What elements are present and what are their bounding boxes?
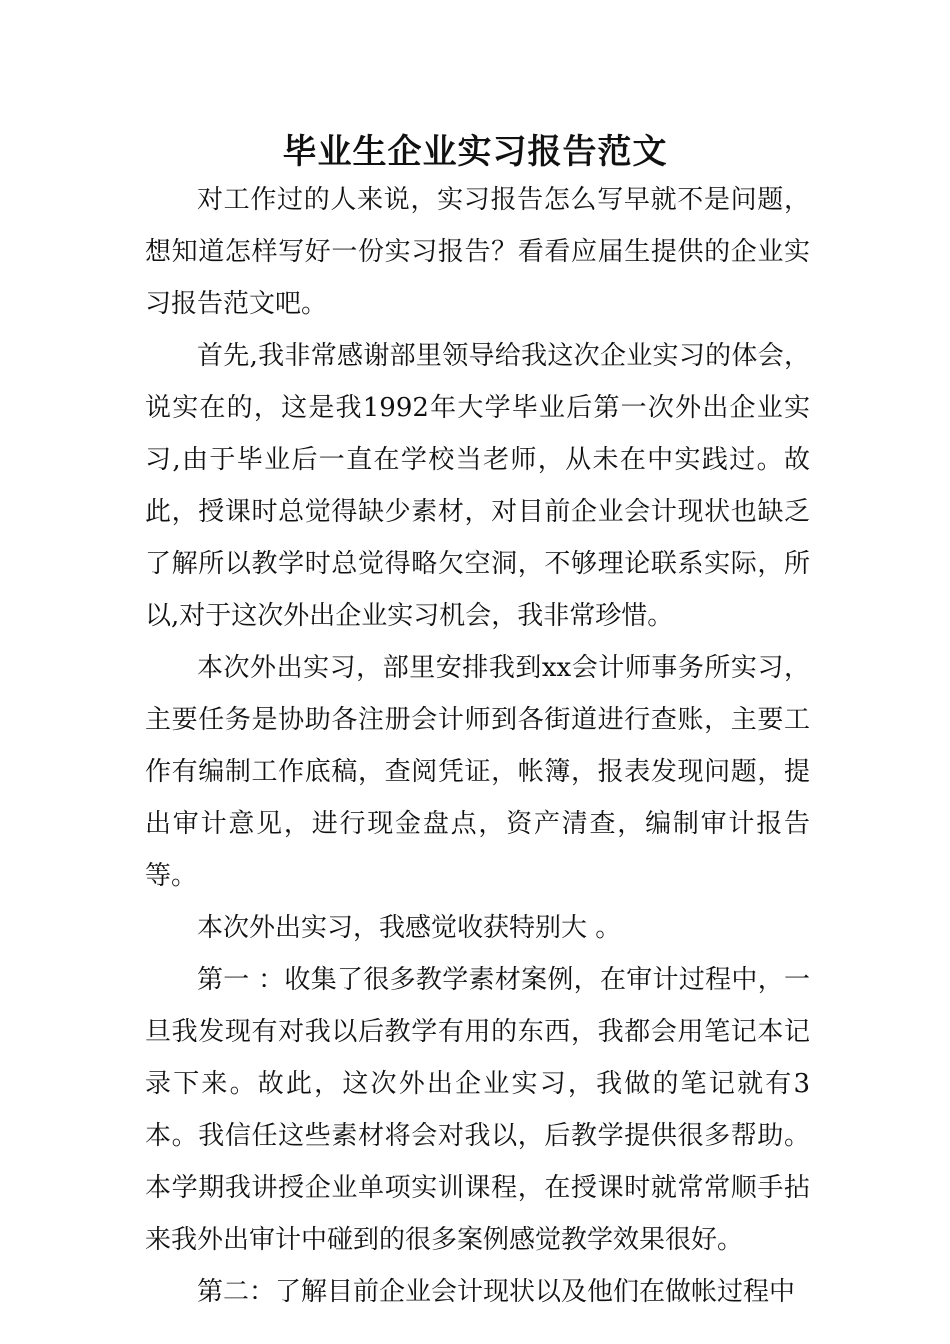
paragraph-gratitude: 首先,我非常感谢部里领导给我这次企业实习的体会，说实在的，这是我1992年大学毕业后第一次外出企业实习,由于毕业后一直在学校当老师，从未在中实践过。故此，授课时总觉得缺少素材，对目前企业会计现状也缺乏了解所以教学时总觉得略欠空洞，不够理论联系实际，所以,对于这次外出企业实习机会，我非常珍惜。 [145,341,810,631]
document-body [145,174,810,1318]
document-title: 毕业生企业实习报告范文 [282,132,668,172]
paragraph-assignment: 本次外出实习，部里安排我到xx会计师事务所实习，主要任务是协助各注册会计师到各街道进行查账，主要工作有编制工作底稿，查阅凭证，帐簿，报表发现问题，提出审计意见，进行现金盘点，资产清查，编制审计报告等。 [145,653,810,891]
paragraph-second-point: 第二：了解目前企业会计现状以及他们在做帐过程中 [197,1277,796,1307]
paragraph-first-point: 第一 ：收集了很多教学素材案例，在审计过程中，一旦我发现有对我以后教学有用的东西，我都会用笔记本记录下来。故此，这次外出企业实习，我做的笔记就有3本。我信任这些素材将会对我以，后教学提供很多帮助。本学期我讲授企业单项实训课程，在授课时就常常顺手拈来我外出审计中碰到的很多案例感觉教学效果很好。 [145,965,810,1255]
paragraph-intro: 对工作过的人来说，实习报告怎么写早就不是问题，想知道怎样写好一份实习报告？看看应届生提供的企业实习报告范文吧。 [145,185,810,319]
paragraph-gains: 本次外出实习，我感觉收获特别大 。 [197,913,622,943]
